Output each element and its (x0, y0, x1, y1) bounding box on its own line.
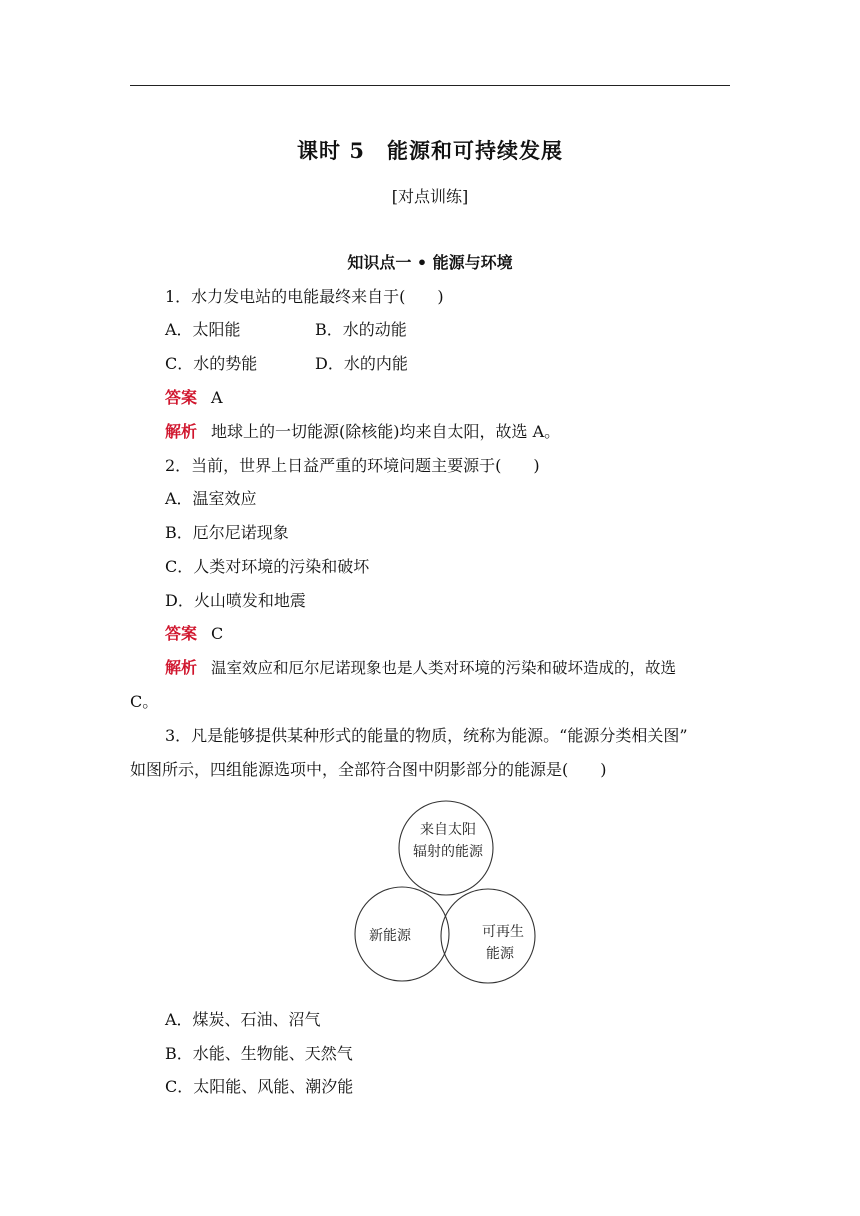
section-heading: 知识点一 • 能源与环境 (347, 253, 513, 272)
q1-option-a: A．太阳能 (165, 320, 241, 339)
q1-stem: 1．水力发电站的电能最终来自于( ) (165, 287, 444, 306)
q3-option-c: C．太阳能、风能、潮汐能 (165, 1077, 354, 1096)
q3-option-b: B．水能、生物能、天然气 (165, 1044, 353, 1063)
q1-option-row-1 (165, 319, 407, 341)
answer-label: 答案 (165, 388, 198, 407)
q2-answer-value: C (211, 624, 224, 643)
q2-option-b: B．厄尔尼诺现象 (165, 523, 289, 542)
q2-option-c: C．人类对环境的污染和破坏 (165, 557, 370, 576)
q2-answer (165, 623, 223, 645)
q2-option-d: D．火山喷发和地震 (165, 591, 306, 610)
q1-answer-value: A (211, 388, 223, 407)
top-circle-label-2: 辐射的能源 (413, 844, 483, 860)
q1-option-d: D．水的内能 (315, 354, 408, 373)
q3-stem-line2: 如图所示，四组能源选项中，全部符合图中阴影部分的能源是( ) (130, 760, 607, 779)
q3-option-a: A．煤炭、石油、沼气 (165, 1010, 321, 1029)
right-circle-label-2: 能源 (486, 946, 514, 962)
q1-analysis-text: 地球上的一切能源(除核能)均来自太阳，故选 A。 (211, 422, 561, 441)
q2-stem: 2．当前，世界上日益严重的环境问题主要源于( ) (165, 456, 540, 475)
q1-option-c: C．水的势能 (165, 354, 258, 373)
left-circle-label: 新能源 (369, 928, 411, 944)
q2-analysis (165, 657, 676, 679)
q2-analysis-text: 温室效应和厄尔尼诺现象也是人类对环境的污染和破坏造成的，故选 (211, 659, 677, 677)
q1-analysis (165, 421, 560, 443)
answer-label: 答案 (165, 624, 198, 643)
q1-option-b: B．水的动能 (315, 320, 407, 339)
q1-option-row-2 (165, 353, 408, 375)
analysis-label: 解析 (165, 422, 198, 441)
q2-analysis-cont: C。 (130, 692, 159, 711)
energy-venn-diagram (330, 790, 570, 1000)
lesson-title: 课时 5 能源和可持续发展 (297, 138, 563, 163)
q2-option-a: A．温室效应 (165, 489, 257, 508)
lesson-subtitle: [对点训练] (391, 187, 469, 206)
right-circle-label-1: 可再生 (482, 924, 524, 940)
analysis-label: 解析 (165, 658, 198, 677)
q3-stem-line1: 3．凡是能够提供某种形式的能量的物质，统称为能源。“能源分类相关图” (165, 726, 688, 745)
header-rule (130, 85, 730, 86)
top-circle-label-1: 来自太阳 (420, 822, 476, 838)
q1-answer (165, 387, 223, 409)
